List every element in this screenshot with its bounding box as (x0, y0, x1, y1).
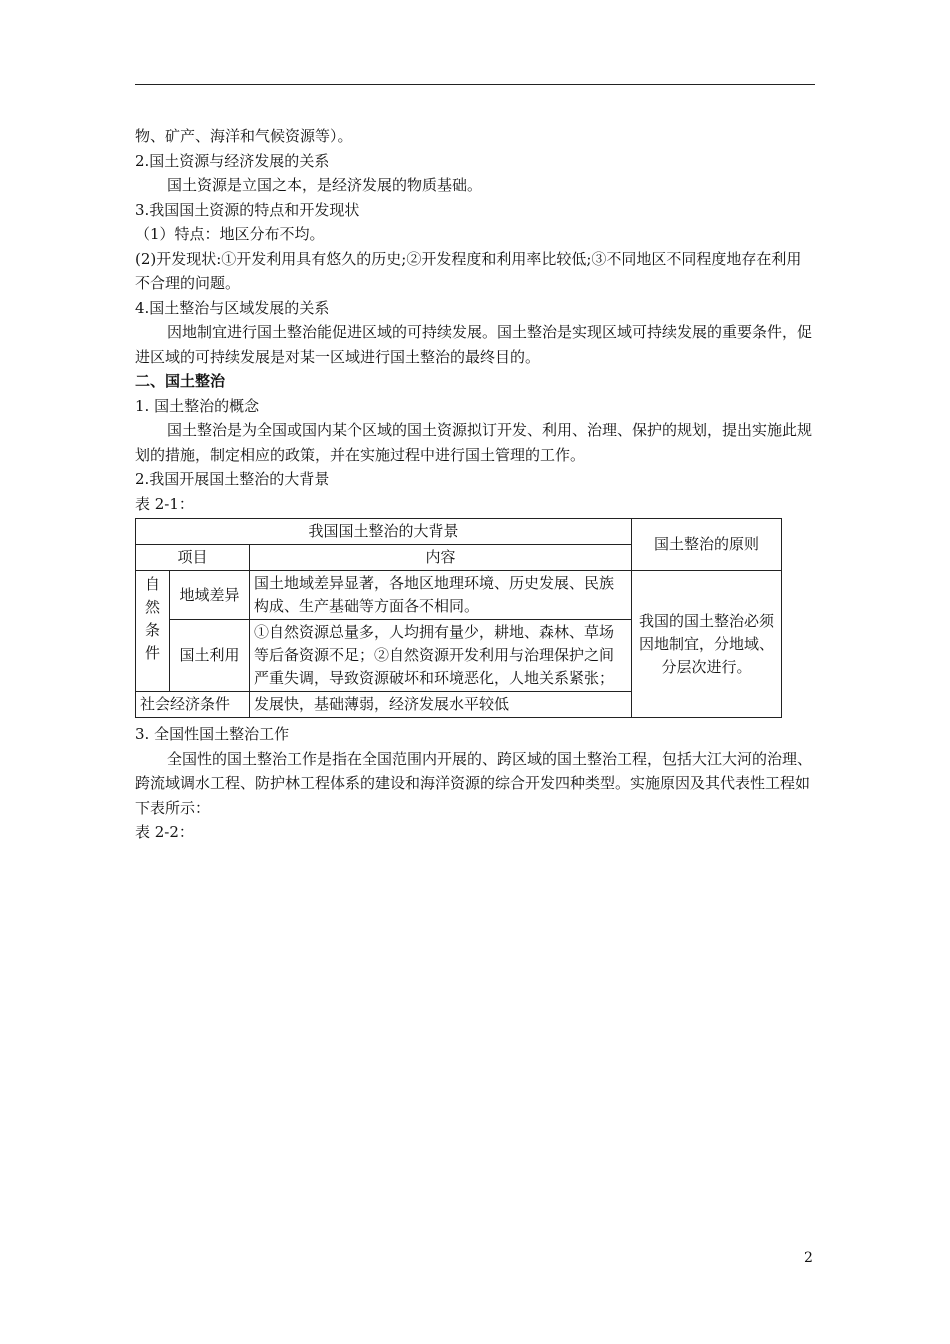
document-body (135, 124, 815, 845)
paragraph: 因地制宜进行国土整治能促进区域的可持续发展。国土整治是实现区域可持续发展的重要条件，促进区域的可持续发展是对某一区域进行国土整治的最终目的。 (135, 323, 813, 366)
section-heading: 2.我国开展国土整治的大背景 (135, 470, 330, 488)
section-heading: 3.我国国土资源的特点和开发现状 (135, 200, 360, 219)
background-table (135, 518, 782, 718)
section-heading: 1. 国土整治的概念 (135, 396, 260, 415)
header-rule (135, 84, 815, 85)
table-cell-content: ①自然资源总量多，人均拥有量少，耕地、森林、草场等后备资源不足；②自然资源开发利用与治理保护之间严重失调，导致资源破坏和环境恶化，人地关系紧张； (250, 620, 632, 692)
table-caption: 表 2-1： (135, 494, 194, 513)
table-cell-content: 发展快，基础薄弱，经济发展水平较低 (250, 692, 632, 718)
table-header-content: 内容 (250, 545, 632, 571)
table-caption: 表 2-2： (135, 823, 194, 841)
chapter-heading: 二、国土整治 (135, 372, 226, 390)
table-header-item: 项目 (136, 545, 250, 571)
table-cell-item: 地域差异 (170, 571, 250, 620)
table-header-main: 我国国土整治的大背景 (136, 519, 632, 545)
paragraph: (2)开发现状:①开发利用具有悠久的历史;②开发程度和利用率比较低;③不同地区不同程度地存在利用不合理的问题。 (135, 249, 802, 292)
paragraph: （1）特点：地区分布不均。 (135, 225, 325, 243)
page-number: 2 (804, 1250, 813, 1266)
section-heading: 3. 全国性国土整治工作 (135, 725, 290, 743)
paragraph: 国土资源是立国之本，是经济发展的物质基础。 (167, 176, 483, 194)
section-heading: 2.国土资源与经济发展的关系 (135, 151, 330, 170)
section-heading: 4.国土整治与区域发展的关系 (135, 298, 330, 317)
paragraph: 物、矿产、海洋和气候资源等）。 (135, 127, 353, 145)
table-group-natural: 自然条件 (136, 571, 170, 692)
table-cell-item: 国土利用 (170, 620, 250, 692)
paragraph: 全国性的国土整治工作是指在全国范围内开展的、跨区域的国土整治工程，包括大江大河的治理、跨流域调水工程、防护林工程体系的建设和海洋资源的综合开发四种类型。实施原因及其代表性工程如下表所示： (135, 749, 813, 817)
table-cell-content: 国土地域差异显著，各地区地理环境、历史发展、民族构成、生产基础等方面各不相同。 (250, 571, 632, 620)
table-header-principle: 国土整治的原则 (632, 519, 782, 571)
table-cell-item: 社会经济条件 (136, 692, 250, 718)
table-cell-principle: 我国的国土整治必须因地制宜，分地域、分层次进行。 (632, 571, 782, 718)
paragraph: 国土整治是为全国或国内某个区域的国土资源拟订开发、利用、治理、保护的规划，提出实施此规划的措施，制定相应的政策，并在实施过程中进行国土管理的工作。 (135, 421, 813, 464)
